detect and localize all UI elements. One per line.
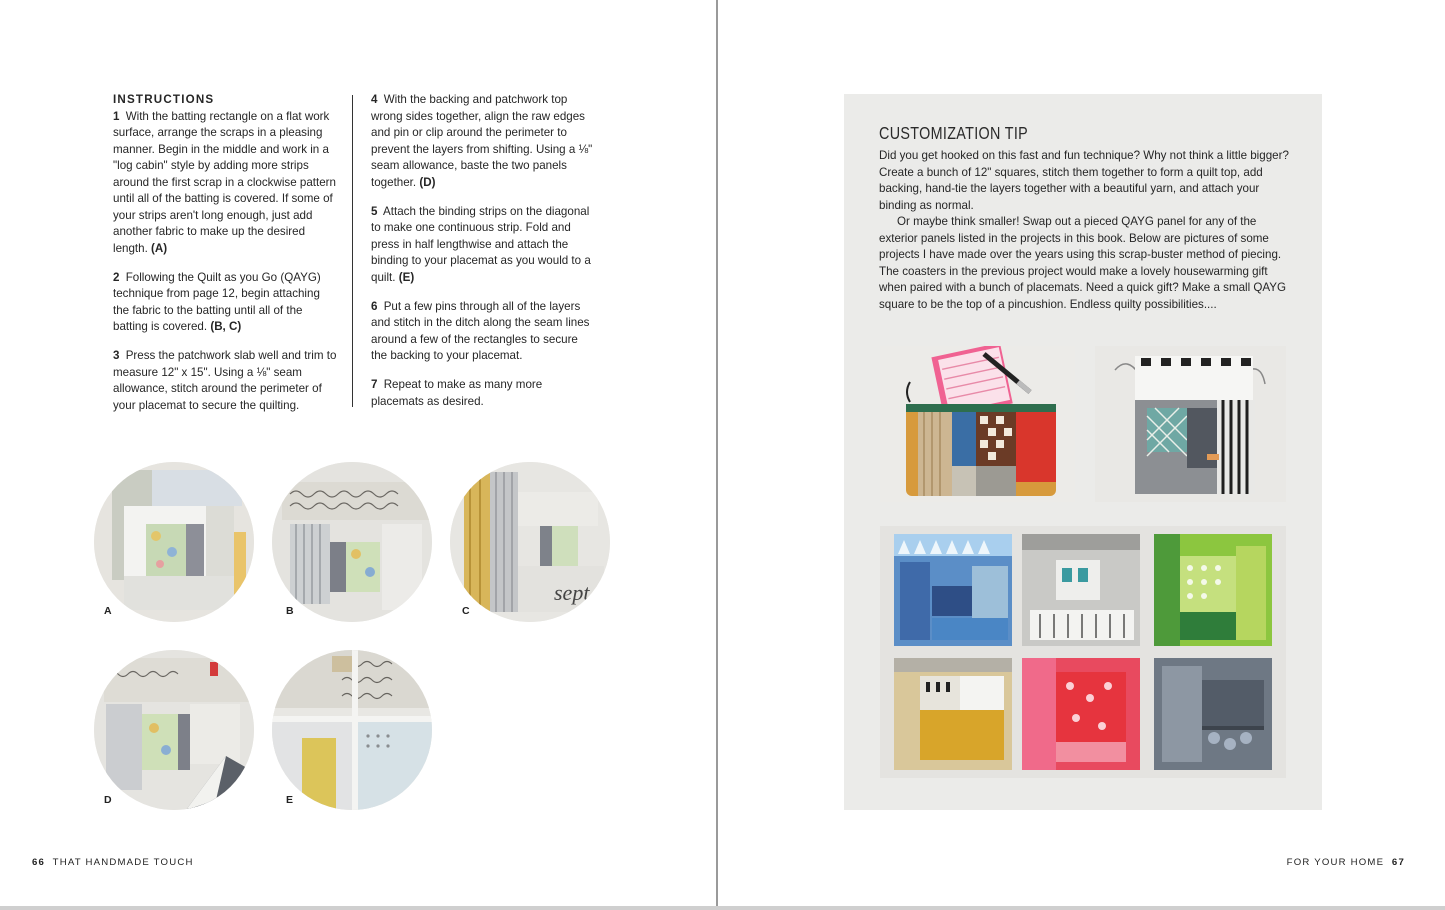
instructions-column-2 bbox=[371, 92, 593, 423]
step-text: Press the patchwork slab well and trim to measure 12" x 15". Using a ⅛" seam allowance, stitch around the perimeter of your placemat to secure the quilting. bbox=[113, 349, 337, 412]
photo-b bbox=[272, 462, 432, 622]
instructions-heading: INSTRUCTIONS bbox=[113, 93, 215, 106]
step-text: With the backing and patchwork top wrong sides together, align the raw edges and pin or clip around the perimeter to prevent the layers from shifting. Using a ⅛" seam allowance, baste the two panels together. bbox=[371, 93, 593, 189]
photo-d bbox=[94, 650, 254, 810]
step-text: With the batting rectangle on a flat work surface, arrange the scraps in a pleasing manner. Begin in the middle and work in a "log cabin" style by adding more strips around the first scrap in a clockwise pattern until all of the batting is covered. If some of your strips aren't long enough, just add another fabric to make up the desired length. bbox=[113, 109, 336, 255]
tip-paragraph-1: Did you get hooked on this fast and fun technique? Why not think a little bigger? Create a bunch of 12" squares, stitch them together to form a quilt top, add backing, hand-tie the layers together with a beautiful yarn, and attach your binding as normal. bbox=[879, 149, 1289, 212]
page-number-left: 66 bbox=[32, 857, 46, 868]
step-number: 6 bbox=[371, 299, 378, 313]
photo-label-b: B bbox=[286, 605, 294, 617]
step-1 bbox=[113, 109, 338, 258]
step-number: 7 bbox=[371, 378, 378, 391]
footer-right bbox=[1287, 857, 1405, 868]
tip-title: CUSTOMIZATION TIP bbox=[879, 123, 1029, 143]
photo-c bbox=[450, 462, 610, 622]
footer-left bbox=[32, 857, 194, 868]
step-ref: (D) bbox=[419, 175, 436, 189]
page-number-right: 67 bbox=[1391, 857, 1405, 868]
step-number: 1 bbox=[113, 109, 120, 123]
step-number: 4 bbox=[371, 93, 378, 106]
instructions-column-1 bbox=[113, 92, 338, 427]
tip-paragraph-2: Or maybe think smaller! Swap out a pieced QAYG panel for any of the exterior panels listed in the projects in this book. Below are pictures of some projects I have made over the years using this scrap-buster method of piecing. The coasters in the previous project would make a lovely housewarming gift when paired with a bunch of placemats. Need a quick gift? Make a small QAYG square to be the top of a pincushion. Endless quilty possibilities.... bbox=[879, 215, 1287, 311]
step-5 bbox=[371, 204, 593, 287]
photo-a bbox=[94, 462, 254, 622]
photo-e bbox=[272, 650, 432, 810]
photo-c-handwriting: sept bbox=[554, 580, 590, 605]
photo-coasters-grid bbox=[880, 526, 1286, 778]
column-divider bbox=[352, 95, 353, 407]
tip-text bbox=[879, 148, 1291, 313]
step-ref: (E) bbox=[398, 270, 415, 284]
step-text: Repeat to make as many more placemats as desired. bbox=[371, 378, 543, 408]
footer-title-left: THAT HANDMADE TOUCH bbox=[52, 857, 194, 868]
step-number: 5 bbox=[371, 204, 378, 218]
step-ref: (A) bbox=[151, 241, 168, 255]
photo-drawstring-bag bbox=[1095, 346, 1286, 502]
step-3 bbox=[113, 348, 338, 414]
step-7 bbox=[371, 377, 593, 410]
footer-title-right: FOR YOUR HOME bbox=[1286, 857, 1385, 868]
step-4 bbox=[371, 92, 593, 191]
photo-label-c: C bbox=[462, 605, 470, 617]
photo-label-e: E bbox=[286, 794, 294, 806]
bottom-edge bbox=[0, 906, 1445, 910]
step-2 bbox=[113, 270, 338, 336]
step-number: 2 bbox=[113, 270, 120, 284]
step-ref: (B, C) bbox=[210, 320, 242, 333]
photo-label-a: A bbox=[104, 605, 112, 617]
step-number: 3 bbox=[113, 349, 120, 362]
step-text: Following the Quilt as you Go (QAYG) technique from page 12, begin attaching the fabric to the batting until all of the batting is covered. bbox=[113, 270, 321, 333]
step-6 bbox=[371, 299, 593, 365]
photo-zipper-pouch bbox=[880, 346, 1075, 502]
step-text: Attach the binding strips on the diagonal to make one continuous strip. Fold and press in half lengthwise and attach the binding to your placemat as you would to a quilt. bbox=[371, 204, 591, 284]
book-spine bbox=[716, 0, 718, 906]
step-text: Put a few pins through all of the layers and stitch in the ditch along the seam lines around a few of the rectangles to secure the backing to your placemat. bbox=[371, 299, 590, 362]
photo-label-d: D bbox=[104, 794, 112, 806]
